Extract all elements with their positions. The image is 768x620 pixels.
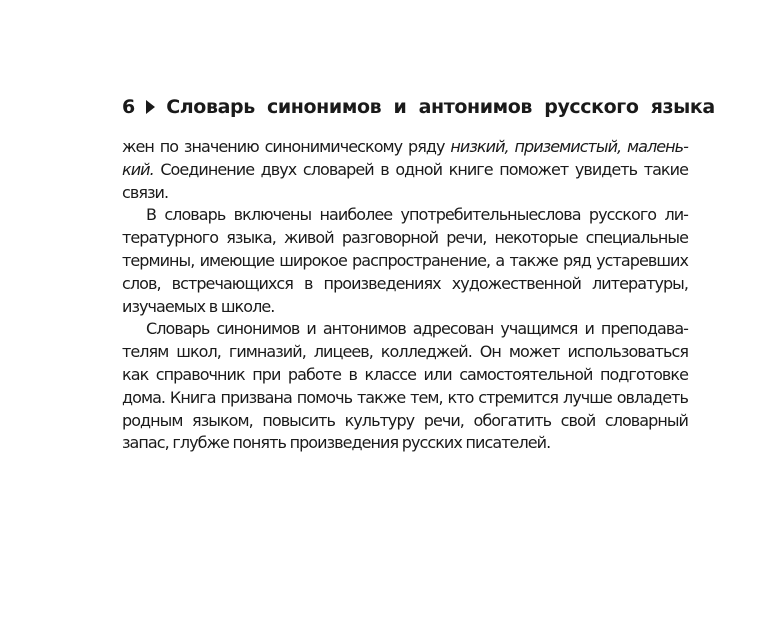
paragraph-3 — [122, 318, 688, 455]
text-line: запас, глубже понять произведения русских писателей. — [122, 433, 551, 453]
text-span: Соединение двух словарей в одной книге поможет увидеть такие — [153, 159, 688, 179]
paragraph-1 — [122, 136, 688, 204]
text-line: Словарь синонимов и антонимов адресован учащимся и преподава- — [146, 319, 688, 339]
italic-text-span: кий. — [122, 159, 154, 179]
text-line: связи. — [122, 182, 169, 202]
text-line — [122, 136, 688, 159]
triangle-arrow-icon — [146, 100, 155, 114]
body-text — [122, 136, 688, 455]
text-line: телям школ, гимназий, лицеев, колледжей. Он может использоваться — [122, 342, 688, 362]
italic-text-span: низкий, приземистый, малень- — [450, 137, 688, 156]
text-line: как справочник при работе в классе или самостоятельной подготовке — [122, 364, 688, 384]
text-line: дома. Книга призвана помочь также тем, кто стремится лучше овладеть — [122, 387, 688, 407]
paragraph-2 — [122, 204, 688, 318]
page-number: 6 — [122, 96, 136, 118]
text-line: слов, встречающихся в произведениях художественной литературы, — [122, 273, 688, 293]
text-span: жен по значению синонимическому ряду — [122, 137, 451, 156]
text-line: термины, имеющие широкое распространение, а также ряд устаревших — [122, 250, 688, 270]
running-title: Словарь синонимов и антонимов русского языка — [166, 96, 715, 118]
running-head — [122, 92, 715, 122]
text-line: тературного языка, живой разговорной речи, некоторые специальные — [122, 228, 688, 248]
text-line: В словарь включены наиболее употребительныеслова русского ли- — [146, 205, 688, 225]
text-line: изучаемых в школе. — [122, 296, 275, 316]
text-line: родным языком, повысить культуру речи, обогатить свой словарный — [122, 410, 688, 430]
text-line — [122, 159, 688, 182]
